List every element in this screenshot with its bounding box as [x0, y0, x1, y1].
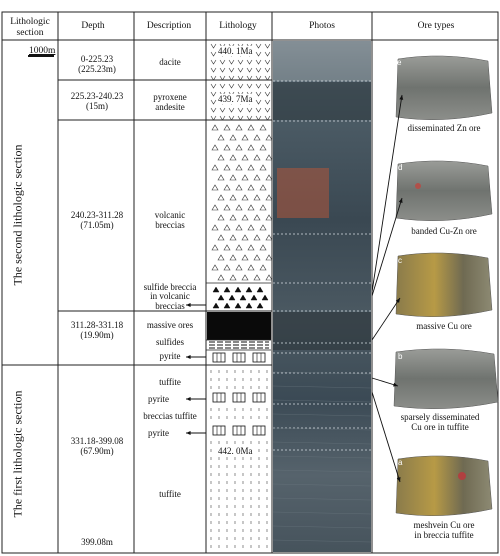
depth-2-thickness: (15m): [86, 101, 108, 112]
breccia-symbol: [236, 265, 242, 270]
dacite-symbol: [211, 68, 216, 72]
dacite-symbol: [238, 76, 243, 80]
header-depth: Depth: [81, 21, 105, 31]
sulfide-breccia-symbol: [229, 295, 235, 300]
breccia-symbol: [212, 185, 218, 190]
andesite-symbol: [238, 84, 243, 88]
andesite-symbol: [229, 84, 234, 88]
sulfide-breccia-symbol: [218, 295, 224, 300]
andesite-symbol: [256, 100, 261, 104]
breccia-symbol: [254, 195, 260, 200]
andesite-symbol: [238, 108, 243, 112]
ore-label-a: meshvein Cu ore in breccia tuffite: [413, 520, 475, 541]
andesite-symbol: [247, 108, 252, 112]
ore-label-b: sparsely disseminated Cu ore in tuffite: [400, 412, 480, 433]
depth-5: [60, 436, 134, 457]
dacite-symbol: [265, 52, 270, 56]
breccia-symbol: [230, 135, 236, 140]
andesite-symbol: [211, 84, 216, 88]
desc-dacite: dacite: [159, 57, 181, 67]
andesite-symbol: [256, 92, 261, 96]
breccia-symbol: [224, 225, 230, 230]
breccia-symbol: [218, 135, 224, 140]
pyrite-symbol: [213, 426, 225, 435]
breccia-symbol: [248, 145, 254, 150]
andesite-symbol: [211, 92, 216, 96]
ore-label-e: disseminated Zn ore: [407, 123, 481, 133]
ore-photo-b: [394, 349, 498, 409]
desc-pyrite-3: pyrite: [148, 428, 169, 438]
age-label-2: 439. 7Ma: [218, 94, 253, 104]
dacite-symbol: [256, 60, 261, 64]
breccia-symbol: [260, 165, 266, 170]
andesite-symbol: [238, 116, 243, 120]
depth-5-thickness: (67.90m): [80, 446, 114, 457]
ore-letter-c: c: [398, 256, 402, 265]
sulfide-breccia-symbol: [235, 287, 241, 292]
desc-volcanic-breccias: volcanic breccias: [154, 210, 186, 231]
breccia-symbol: [260, 205, 266, 210]
depth-5-range: 331.18-399.08: [70, 436, 124, 446]
breccia-symbol: [266, 195, 272, 200]
dacite-symbol: [220, 68, 225, 72]
desc-pyroxene-andesite: pyroxene andesite: [153, 92, 187, 113]
age-label-3: 442. 0Ma: [218, 446, 253, 456]
breccia-symbol: [248, 185, 254, 190]
core-photo-reddish-clast: [277, 168, 329, 218]
breccia-symbol: [242, 235, 248, 240]
breccia-symbol: [242, 155, 248, 160]
breccia-symbol: [254, 155, 260, 160]
breccia-symbol: [260, 145, 266, 150]
sulfide-breccia-symbol: [240, 295, 246, 300]
breccia-symbol: [212, 125, 218, 130]
depth-3: [60, 210, 134, 231]
dacite-symbol: [229, 68, 234, 72]
dacite-symbol: [265, 44, 270, 48]
sulfide-breccia-symbol: [213, 303, 219, 308]
breccia-symbol: [230, 155, 236, 160]
andesite-symbol: [256, 116, 261, 120]
massive-ore-fill: [207, 312, 271, 340]
depth-2: [60, 91, 134, 112]
breccia-symbol: [224, 205, 230, 210]
breccia-symbol: [236, 245, 242, 250]
ore-label-d: banded Cu-Zn ore: [411, 226, 477, 236]
dacite-symbol: [247, 68, 252, 72]
pyrite-symbol: [233, 426, 245, 435]
breccia-symbol: [260, 185, 266, 190]
dacite-symbol: [211, 76, 216, 80]
breccia-symbol: [230, 255, 236, 260]
andesite-symbol: [265, 92, 270, 96]
dacite-symbol: [247, 60, 252, 64]
breccia-symbol: [218, 275, 224, 280]
dacite-symbol: [265, 68, 270, 72]
dacite-symbol: [247, 76, 252, 80]
breccia-symbol: [212, 245, 218, 250]
breccia-symbol: [236, 225, 242, 230]
breccia-symbol: [248, 225, 254, 230]
breccia-symbol: [266, 175, 272, 180]
desc-tuffite-1: tuffite: [159, 377, 181, 387]
breccia-symbol: [218, 155, 224, 160]
depth-3-range: 240.23-311.28: [70, 210, 124, 220]
breccia-symbol: [254, 235, 260, 240]
ore-letter-d: d: [398, 163, 403, 172]
dacite-symbol: [238, 68, 243, 72]
pyrite-symbol: [213, 353, 225, 362]
andesite-symbol: [256, 108, 261, 112]
header-photos: Photos: [309, 21, 335, 31]
breccia-symbol: [230, 195, 236, 200]
dacite-symbol: [256, 68, 261, 72]
dacite-symbol: [265, 76, 270, 80]
breccia-symbol: [266, 255, 272, 260]
andesite-symbol: [265, 108, 270, 112]
ore-label-c: massive Cu ore: [416, 321, 472, 331]
breccia-symbol: [260, 245, 266, 250]
ore-photo-d: [396, 161, 492, 221]
sulfide-breccia-symbol: [224, 303, 230, 308]
breccia-symbol: [212, 265, 218, 270]
breccia-symbol: [260, 265, 266, 270]
core-photo-andesite: [273, 82, 371, 120]
breccia-symbol: [248, 205, 254, 210]
breccia-symbol: [260, 225, 266, 230]
breccia-symbol: [254, 255, 260, 260]
depth-1: [60, 54, 134, 75]
andesite-symbol: [211, 116, 216, 120]
dacite-symbol: [256, 44, 261, 48]
depth-4-thickness: (19.90m): [80, 330, 114, 341]
breccia-symbol: [242, 175, 248, 180]
andesite-symbol: [229, 108, 234, 112]
andesite-symbol: [229, 116, 234, 120]
breccia-symbol: [248, 165, 254, 170]
sulfide-breccia-symbol: [213, 287, 219, 292]
desc-sulfide-breccia: sulfide breccia in volcanic breccias: [143, 282, 197, 311]
pyrite-symbol: [233, 353, 245, 362]
core-photo-massive: [273, 312, 371, 350]
sulfide-breccia-symbol: [257, 287, 263, 292]
breccia-symbol: [212, 145, 218, 150]
desc-tuffite-2: tuffite: [159, 489, 181, 499]
breccia-symbol: [248, 125, 254, 130]
breccia-symbol: [218, 215, 224, 220]
section-label-first: The first lithologic section: [10, 390, 25, 518]
breccia-symbol: [224, 245, 230, 250]
breccia-symbol: [242, 215, 248, 220]
ore-letter-e: e: [397, 58, 402, 67]
sulfide-breccia-symbol: [246, 303, 252, 308]
arrow-to-ore-c: [372, 298, 400, 340]
andesite-symbol: [220, 108, 225, 112]
breccia-symbol: [236, 145, 242, 150]
breccia-symbol: [248, 265, 254, 270]
header-lithology: Lithology: [219, 21, 257, 31]
desc-massive-ores: massive ores: [146, 320, 194, 330]
header-ore-types: Ore types: [417, 21, 455, 31]
depth-4: [60, 320, 134, 341]
breccia-symbol: [248, 245, 254, 250]
ore-photo-e: [396, 56, 492, 120]
dacite-symbol: [211, 44, 216, 48]
desc-sulfides: sulfides: [156, 337, 184, 347]
pyrite-symbol: [253, 393, 265, 402]
andesite-symbol: [247, 116, 252, 120]
depth-4-range: 311.28-331.18: [70, 320, 124, 330]
breccia-symbol: [236, 185, 242, 190]
pyrite-symbol: [253, 353, 265, 362]
ore-letter-b: b: [398, 352, 403, 361]
sulfide-breccia-symbol: [251, 295, 257, 300]
dacite-symbol: [220, 76, 225, 80]
ore-letter-a: a: [398, 458, 403, 467]
breccia-symbol: [230, 235, 236, 240]
andesite-symbol: [247, 84, 252, 88]
breccia-symbol: [266, 155, 272, 160]
breccia-symbol: [230, 215, 236, 220]
andesite-symbol: [265, 84, 270, 88]
depth-3-thickness: (71.05m): [80, 220, 114, 231]
breccia-symbol: [266, 275, 272, 280]
dacite-symbol: [211, 52, 216, 56]
desc-breccias-tuffite: breccias tuffite: [143, 411, 197, 421]
andesite-symbol: [256, 84, 261, 88]
andesite-symbol: [211, 108, 216, 112]
sulfide-breccia-symbol: [224, 287, 230, 292]
sulfide-breccia-symbol: [235, 303, 241, 308]
dacite-symbol: [238, 60, 243, 64]
breccia-symbol: [212, 205, 218, 210]
andesite-symbol: [220, 84, 225, 88]
age-label-1: 440. 1Ma: [218, 46, 253, 56]
dacite-symbol: [229, 60, 234, 64]
ore-photo-c: [396, 253, 492, 317]
breccia-symbol: [236, 205, 242, 210]
breccia-symbol: [254, 135, 260, 140]
breccia-symbol: [224, 125, 230, 130]
depth-2-range: 225.23-240.23: [70, 91, 124, 101]
breccia-symbol: [224, 185, 230, 190]
dacite-symbol: [256, 52, 261, 56]
ore-photo-d-red-spot: [415, 183, 421, 189]
andesite-symbol: [211, 100, 216, 104]
breccia-symbol: [224, 145, 230, 150]
breccia-symbol: [254, 175, 260, 180]
sulfide-breccia-symbol: [246, 287, 252, 292]
desc-pyrite-2: pyrite: [148, 394, 169, 404]
breccia-symbol: [242, 275, 248, 280]
breccia-symbol: [266, 135, 272, 140]
dacite-symbol: [265, 60, 270, 64]
sulfide-breccia-symbol: [257, 303, 263, 308]
breccia-symbol: [218, 255, 224, 260]
core-photo-dacite: [273, 41, 371, 81]
depth-1-thickness: (225.23m): [78, 64, 116, 75]
desc-pyrite-1: pyrite: [159, 351, 181, 361]
sulfide-breccia-symbol: [262, 295, 268, 300]
scale-bar-label: 1000m: [29, 46, 56, 56]
breccia-symbol: [218, 235, 224, 240]
breccia-symbol: [212, 165, 218, 170]
pyrite-symbol: [233, 393, 245, 402]
breccia-symbol: [266, 215, 272, 220]
dacite-symbol: [256, 76, 261, 80]
breccia-symbol: [242, 195, 248, 200]
dacite-symbol: [220, 60, 225, 64]
breccia-symbol: [230, 175, 236, 180]
depth-6: 399.08m: [81, 537, 113, 547]
dacite-symbol: [229, 76, 234, 80]
andesite-symbol: [220, 116, 225, 120]
breccia-symbol: [236, 125, 242, 130]
ore-photo-a-red-spot: [458, 472, 466, 480]
breccia-symbol: [254, 275, 260, 280]
breccia-symbol: [230, 275, 236, 280]
pyrite-symbol: [213, 393, 225, 402]
breccia-symbol: [212, 225, 218, 230]
section-label-second: The second lithologic section: [10, 144, 25, 286]
ore-photo-a: [396, 456, 492, 516]
andesite-symbol: [265, 100, 270, 104]
header-lithologic-section: Lithologic section: [10, 17, 50, 38]
breccia-symbol: [260, 125, 266, 130]
breccia-symbol: [242, 255, 248, 260]
breccia-symbol: [236, 165, 242, 170]
depth-1-range: 0-225.23: [80, 54, 114, 64]
dacite-symbol: [211, 60, 216, 64]
header-description: Description: [146, 21, 192, 31]
breccia-symbol: [224, 165, 230, 170]
breccia-symbol: [218, 195, 224, 200]
breccia-symbol: [218, 175, 224, 180]
breccia-symbol: [224, 265, 230, 270]
pyrite-symbol: [253, 426, 265, 435]
breccia-symbol: [254, 215, 260, 220]
breccia-symbol: [266, 235, 272, 240]
andesite-symbol: [265, 116, 270, 120]
breccia-symbol: [242, 135, 248, 140]
